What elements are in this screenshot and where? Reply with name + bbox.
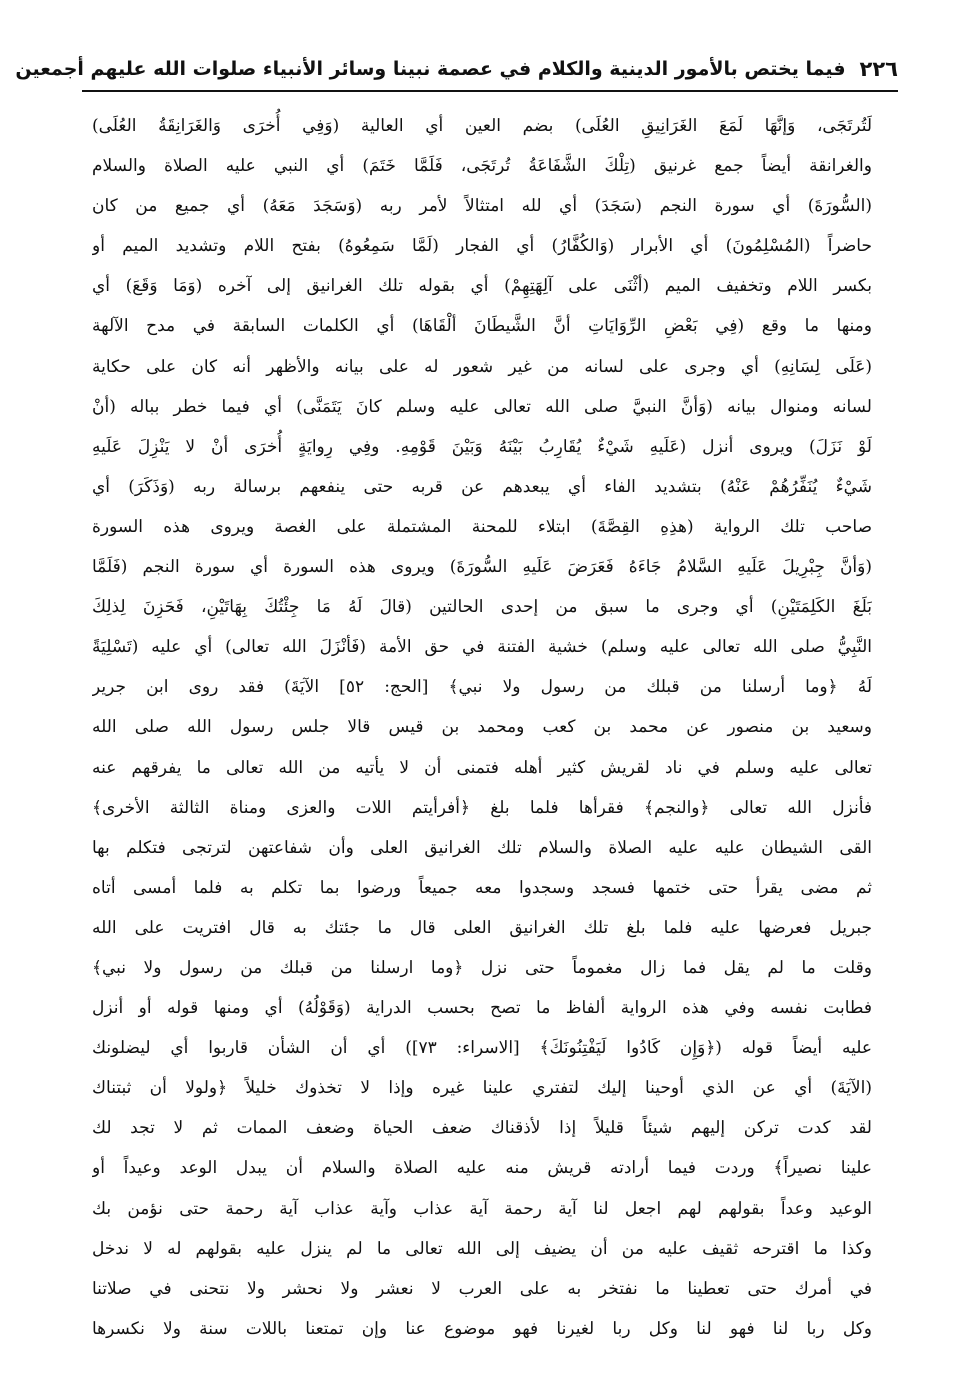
text-line: جبريل فعرضها عليه فلما بلغ تلك الغرانيق العلى قال ما جئتك به قال افتريت على الله: [92, 917, 872, 938]
text-line: بكسر اللام وتخفيف الميم (أثْنَى على آلِهَتِهِمْ) أي بقوله تلك الغرانيق إلى آخره (وَمَا وَقَعَ) أي: [92, 276, 872, 297]
text-line: لقد كدت تركن إليهم شيئاً قليلاً إذا لأذقناك ضعف الحياة وضعف الممات ثم لا تجد لك: [92, 1118, 872, 1139]
text-line: (وَأنَّ جِبْرِيلَ عَلَيهِ السَّلامُ جَاءَهُ فَعَرَضَ عَلَيهِ السُّورَةَ) ويروى هذه السورة أي سورة النجم (فَلَمَّا: [92, 557, 872, 578]
text-line: وكل ربا لنا فهو لنا وكل ربا لغيرنا فهو موضوع عنا وإن تمتعنا باللات سنة ولا نكسرها: [92, 1318, 872, 1339]
text-line: النَّبِيُّ صلى الله تعالى عليه وسلم) خشية الفتنة في حق الأمة (فَأنْزَلَ الله تعالى) أي عليه (تَسْلِيَةً: [92, 637, 872, 658]
text-line: لسانه ومنوال بيانه (وَأنَّ النبيَّ صلى الله تعالى عليه وسلم كانَ يَتَمَنَّى) أي فيما خطر بباله (أنْ: [92, 396, 872, 417]
text-line: ثم مضى يقرأ حتى ختمها فسجد وسجدوا معه جميعاً ورضوا بما تكلم به فلما أمسى أتاه: [92, 877, 872, 898]
text-line: وكذا ما اقترحه ثقيف عليه من أن يضيف إلى الله تعالى ما لم ينزل عليه بقولهم له لا ندخل: [92, 1238, 872, 1259]
body-text: [92, 106, 872, 1365]
text-line: عليه أيضاً قوله (﴿وَإِن كَادُوا لَيَفْتِنُونَكَ﴾ [الاسراء: ٧٣]) أي أن الشأن قاربوا أي ليضلونك: [92, 1038, 872, 1059]
text-line: وقلت ما لم يقل فما زال مغموماً حتى نزل ﴿وما ارسلنا من قبلك من رسول ولا نبي﴾: [92, 957, 872, 978]
text-line: تعالى عليه وسلم في ناد لقريش كثير أهله فتمنى أن لا يأتيه من الله تعالى ما يفرقهم عنه: [92, 757, 872, 778]
text-line: صاحب تلك الرواية (هذِهِ القِصَّةَ) ابتلاء للمحنة المشتملة على الغصة ويروى هذه السورة: [92, 516, 872, 537]
text-line: ومنها ما وقع (فِي بَعْضِ الرِّوَايَاتِ أنَّ الشَّيطَانَ ألْقَاهَا) أي الكلمات السابقة في مدح الآلهة: [92, 316, 872, 337]
page-header: [15, 48, 898, 92]
running-title: فيما يختص بالأمور الدينية والكلام في عصمة نبينا وسائر الأنبياء صلوات الله عليهم أجمعين: [15, 58, 846, 80]
page-number: ٢٢٦: [859, 57, 898, 81]
text-line: الوعيد وعداً بقولهم لهم اجعل لنا آية رحمة آية عذاب وآية عذاب آية رحمة حتى نؤمن بك: [92, 1198, 872, 1219]
text-line: وسعيد بن منصور عن محمد بن كعب ومحمد بن قيس قالا جلس رسول الله صلى الله: [92, 717, 872, 738]
text-line: في أمرك حتى تعطينا ما نفتخر به على العرب لا نعشر ولا نحشر ولا نتحنى في صلاتنا: [92, 1278, 872, 1299]
text-line: شَيْءٌ يُنَفِّرُهُمْ عَنْهُ) بتشديد الفاء أي يبعدهم عن قربه حتى ينفعهم برسالة ربه (وَذَكَرَ) أي: [92, 476, 872, 497]
text-line: حاضراً (المُسْلِمُونَ) أي الأبرار (وَالكُفَّارُ) أي الفجار (لَمَّا سَمِعُوهُ) بفتح اللام وتشديد الميم أو: [92, 236, 872, 257]
text-line: لَتُرتَجَى، وَإنَّهَا لَمَعَ الغَرَانِيقِ العُلَى) بضم العين أي العالية (وَفِي أُخرَى وَالغَرَانِقَةُ العُلَى): [92, 116, 872, 136]
text-line: القى الشيطان عليه عليه الصلاة والسلام تلك الغرانيق العلى وأن شفاعتهن لترتجى فتكلم بها: [92, 837, 872, 858]
text-line: لَوْ نَزَلَ) ويروى أنزل (عَلَيهِ شَيْءٌ يُقَارِبُ بَيْنَهُ وَبَيْنَ قَوْمِهِ. وفِي رِوايَةٍ أُخرَى أنْ لا يَنْزِلَ عَلَيهِ: [92, 436, 872, 457]
text-line: (السُّورَةَ) أي سورة النجم (سَجَدَ) أي لله امتثالاً لأمر ربه (وَسَجَدَ مَعَهُ) أي جميع من كان: [92, 196, 872, 217]
text-line: (الآيَةَ) أي عن الذي أوحينا إليك لتفتري علينا غيره وإذا لا تخذوك خليلاً ﴿ولولا أن ثبتناك: [92, 1078, 872, 1099]
text-line: بَلَغَ الكَلِمَتَيْنِ) أي وجرى ما سبق من إحدى الحالتين (قالَ لَهُ مَا جِئْتُكَ بِهَاتَيْنِ، فَحَزِنَ لِذلِكَ: [92, 597, 872, 618]
text-line: علينا نصيراً﴾ وردت فيما أرادته قريش منه عليه الصلاة والسلام أن يبدل الوعد وعيداً أو: [92, 1158, 872, 1179]
text-line: لَهُ ﴿وما أرسلنا من قبلك من رسول ولا نبي﴾ [الحج: ٥٢] الآيَةَ) فقد روى ابن جرير: [92, 677, 872, 698]
text-line: (عَلَى لِسَانِهِ) أي وجرى على لسانه من غير شعور له على بيانه والأظهر أنه كان على حكاية: [92, 356, 872, 377]
text-line: فأنزل الله تعالى ﴿والنجم﴾ فقرأها فلما بلغ ﴿أفرأيتم اللات والعزى ومناة الثالثة الأخرى﴾: [92, 797, 872, 818]
text-line: والغرانقة أيضاً جمع غرنيق (تِلْكَ الشَّفَاعَةُ تُرتَجَى، فَلَمَّا خَتَمَ) أي النبي عليه الصلاة والسلام: [92, 156, 872, 177]
text-line: فطابت نفسه وفي هذه الرواية ألفاظ ما تصح بحسب الدراية (وَقَوْلُهُ) أي ومنها قوله أو أنزل: [92, 998, 872, 1019]
